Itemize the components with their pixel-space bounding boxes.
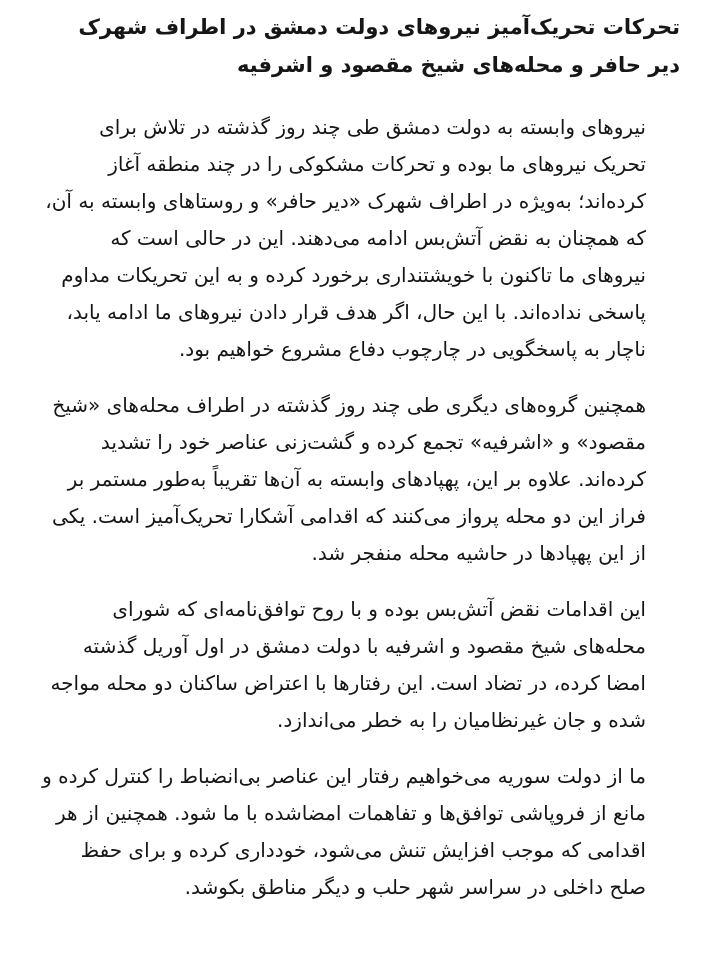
paragraph-4: ما از دولت سوریه می‌خواهیم رفتار این عناصر بی‌انضباط را کنترل کرده و مانع از فروپاشی توافق‌ها و تفاهمات امضاشده با ما شود. همچنین از هر اقدامی که موجب افزایش تنش می‌شود، خودداری کرده و برای حفظ صلح داخلی در سراسر شهر حلب و دیگر مناطق بکوشد. <box>42 764 646 899</box>
paragraph-2: همچنین گروه‌های دیگری طی چند روز گذشته در اطراف محله‌های «شیخ مقصود» و «اشرفیه» تجمع کرده و گشت‌زنی عناصر خود را تشدید کرده‌اند. علاوه بر این، پهپادهای وابسته به آن‌ها تقریباً به‌طور مستمر بر فراز این دو محله پرواز می‌کنند که اقدامی آشکارا تحریک‌آمیز است. یکی از این پهپادها در حاشیه محله منفجر شد. <box>52 393 646 565</box>
document-title: تحرکات تحریک‌آمیز نیروهای دولت دمشق در اطراف شهرک دیر حافر و محله‌های شیخ مقصود و اشرفیه <box>78 15 680 77</box>
paragraph-1: نیروهای وابسته به دولت دمشق طی چند روز گذشته در تلاش برای تحریک نیروهای ما بوده و تحرکات مشکوکی را در چند منطقه آغاز کرده‌اند؛ به‌ویژه در اطراف شهرک «دیر حافر» و روستاهای وابسته به آن، که همچنان به نقض آتش‌بس ادامه می‌دهند. این در حالی است که نیروهای ما تاکنون با خویشتنداری برخورد کرده و به این تحریکات مداوم پاسخی نداده‌اند. با این حال، اگر هدف قرار دادن نیروهای ما ادامه یابد، ناچار به پاسخگویی در چارچوب دفاع مشروع خواهیم بود. <box>45 115 646 361</box>
paragraph-3: این اقدامات نقض آتش‌بس بوده و با روح توافق‌نامه‌ای که شورای محله‌های شیخ مقصود و اشرفیه با دولت دمشق در اول آوریل گذشته امضا کرده، در تضاد است. این رفتارها با اعتراض ساکنان دو محله مواجه شده و جان غیرنظامیان را به خطر می‌اندازد. <box>50 597 646 732</box>
